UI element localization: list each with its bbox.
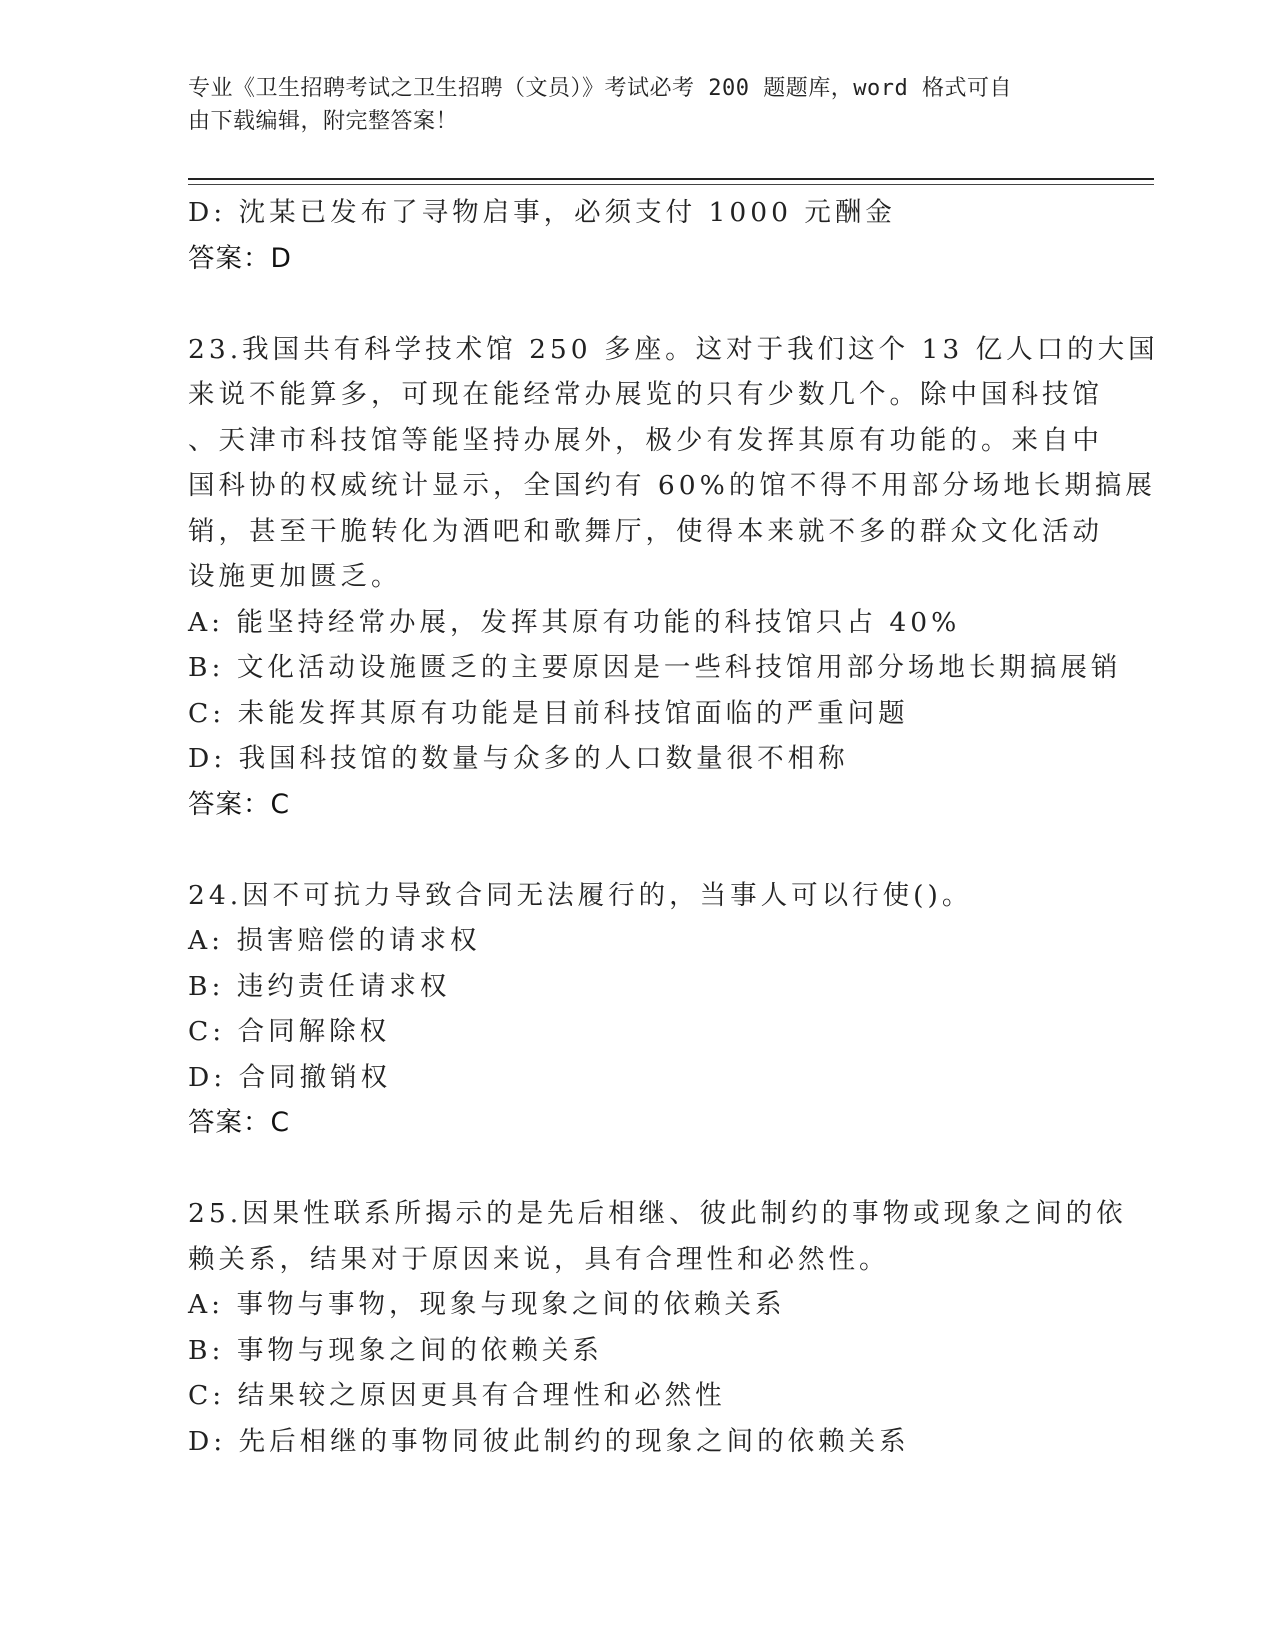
prev-answer: 答案：D [188, 242, 292, 274]
document-body [188, 190, 1159, 1464]
q25-option-a: A: 事物与事物，现象与现象之间的依赖关系 [188, 1289, 786, 1320]
q23-stem-line: 国科协的权威统计显示，全国约有 60%的馆不得不用部分场地长期搞展 [188, 470, 1156, 501]
q24-option-d: D: 合同撤销权 [188, 1061, 392, 1093]
page-header [188, 72, 1068, 138]
q23-option-b: B: 文化活动设施匮乏的主要原因是一些科技馆用部分场地长期搞展销 [188, 652, 1122, 683]
q23-stem-line: 、天津市科技馆等能坚持办展外，极少有发挥其原有功能的。来自中 [188, 424, 1103, 456]
prev-option-d: D: 沈某已发布了寻物启事，必须支付 1000 元酬金 [188, 197, 896, 228]
question-23 [188, 327, 1159, 828]
header-divider-thin [188, 184, 1154, 185]
q23-answer: 答案：C [188, 788, 291, 820]
question-25 [188, 1191, 1127, 1464]
q24-option-c: C: 合同解除权 [188, 1016, 391, 1047]
q24-stem-line: 24.因不可抗力导致合同无法履行的，当事人可以行使()。 [188, 879, 973, 911]
q24-answer: 答案：C [188, 1107, 291, 1138]
q25-option-c: C: 结果较之原因更具有合理性和必然性 [188, 1380, 726, 1411]
q23-option-d: D: 我国科技馆的数量与众多的人口数量很不相称 [188, 743, 849, 774]
header-line-2: 由下载编辑，附完整答案！ [188, 109, 459, 134]
q23-option-c: C: 未能发挥其原有功能是目前科技馆面临的严重问题 [188, 697, 909, 729]
q23-stem-line: 23.我国共有科学技术馆 250 多座。这对于我们这个 13 亿人口的大国 [188, 333, 1159, 365]
header-line-1: 专业《卫生招聘考试之卫生招聘（文员）》考试必考 200 题题库，word 格式可自 [188, 76, 1012, 101]
q24-option-b: B: 违约责任请求权 [188, 970, 451, 1002]
q23-stem-line: 来说不能算多，可现在能经常办展览的只有少数几个。除中国科技馆 [188, 379, 1103, 410]
header-divider-thick [188, 178, 1154, 180]
q23-stem-line: 设施更加匮乏。 [188, 561, 402, 592]
q25-option-d: D: 先后相继的事物同彼此制约的现象之间的依赖关系 [188, 1425, 910, 1457]
q25-stem-line: 赖关系，结果对于原因来说，具有合理性和必然性。 [188, 1243, 890, 1275]
q23-option-a: A: 能坚持经常办展，发挥其原有功能的科技馆只占 40% [188, 606, 961, 638]
question-24 [188, 873, 1088, 1146]
q25-stem-line: 25.因果性联系所揭示的是先后相继、彼此制约的事物或现象之间的依 [188, 1198, 1127, 1229]
q24-option-a: A: 损害赔偿的请求权 [188, 925, 481, 956]
q25-option-b: B: 事物与现象之间的依赖关系 [188, 1334, 603, 1366]
q23-stem-line: 销，甚至干脆转化为酒吧和歌舞厅，使得本来就不多的群众文化活动 [188, 515, 1103, 547]
